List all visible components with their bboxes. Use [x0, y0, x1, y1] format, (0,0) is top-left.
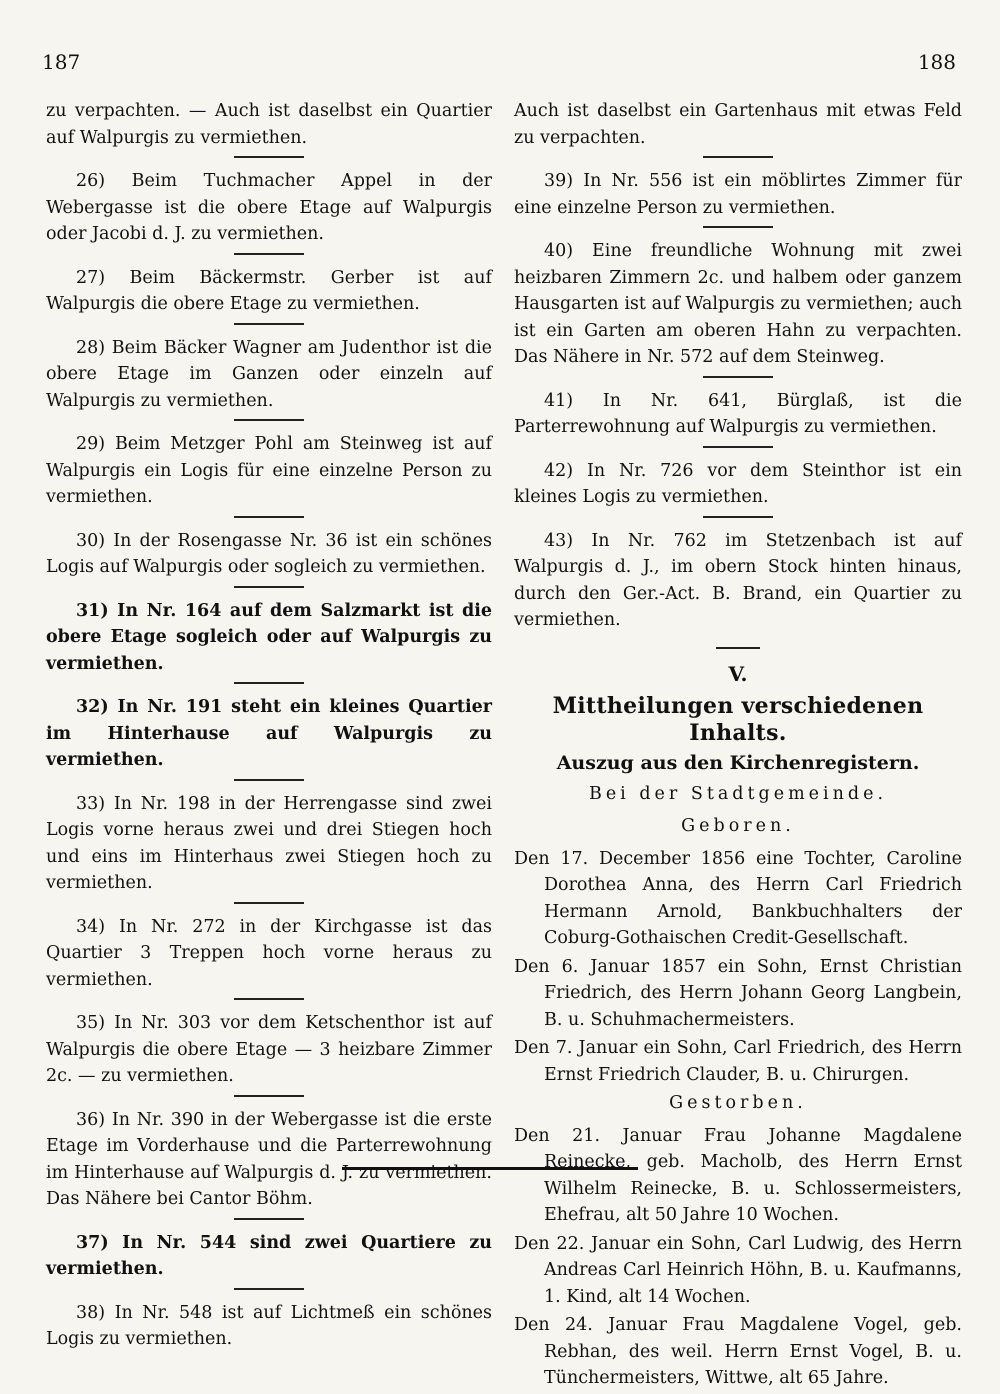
section-number: V. — [728, 661, 748, 686]
died-heading: Gestorben. — [669, 1093, 807, 1113]
register-entry: Den 7. Januar ein Sohn, Carl Friedrich, des Herrn Ernst Friedrich Clauder, B. u. Chirurgen. — [514, 1038, 962, 1085]
notice-entry: 41) In Nr. 641, Bürglaß, ist die Parterrewohnung auf Walpurgis zu vermiethen. — [514, 390, 962, 437]
separator-rule — [234, 586, 304, 588]
notice-entry: 26) Beim Tuchmacher Appel in der Webergasse ist die obere Etage auf Walpurgis oder Jacobi d. J. zu vermiethen. — [46, 171, 492, 244]
separator-rule — [234, 516, 304, 518]
notice-entry: 40) Eine freundliche Wohnung mit zwei heizbaren Zimmern 2c. und halbem oder ganzem Hausgarten ist auf Walpurgis zu vermiethen; auch ist ein Garten am oberen Hahn zu verpachten. Das Nähere in Nr. 572 auf dem Steinweg. — [514, 241, 962, 367]
separator-rule — [234, 253, 304, 255]
separator-rule — [234, 1095, 304, 1097]
born-heading: Geboren. — [681, 816, 795, 836]
separator-rule — [234, 779, 304, 781]
notice-entry: 30) In der Rosengasse Nr. 36 ist ein schönes Logis auf Walpurgis oder sogleich zu vermiethen. — [46, 530, 492, 577]
notice-entry: 38) In Nr. 548 ist auf Lichtmeß ein schönes Logis zu vermiethen. — [46, 1302, 492, 1349]
page-number-right: 188 — [917, 50, 956, 74]
separator-rule — [234, 419, 304, 421]
register-entry: Den 22. Januar ein Sohn, Carl Ludwig, des Herrn Andreas Carl Heinrich Höhn, B. u. Kaufmanns, 1. Kind, alt 14 Wochen. — [514, 1233, 962, 1307]
notice-entry: 27) Beim Bäckermstr. Gerber ist auf Walpurgis die obere Etage zu vermiethen. — [46, 267, 492, 314]
notice-entry: 33) In Nr. 198 in der Herrengasse sind zwei Logis vorne heraus zwei und drei Stiegen hoch und eins im Hinterhaus zwei Stiegen hoch zu vermiethen. — [46, 793, 492, 893]
notice-entry: 37) In Nr. 544 sind zwei Quartiere zu vermiethen. — [46, 1232, 492, 1279]
page-number-left: 187 — [42, 50, 81, 74]
notice-entry: 31) In Nr. 164 auf dem Salzmarkt ist die obere Etage sogleich oder auf Walpurgis zu vermiethen. — [46, 600, 492, 674]
separator-rule — [234, 998, 304, 1000]
notice-entry: 29) Beim Metzger Pohl am Steinweg ist auf Walpurgis ein Logis für eine einzelne Person zu vermiethen. — [46, 434, 492, 507]
separator-rule — [703, 446, 773, 448]
register-entry: Den 21. Januar Frau Johanne Magdalene Reinecke, geb. Macholb, des Herrn Ernst Wilhelm Reinecke, B. u. Schlossermeisters, Ehefrau, alt 50 Jahre 10 Wochen. — [514, 1125, 962, 1225]
register-entry: Den 17. December 1856 eine Tochter, Caroline Dorothea Anna, des Herrn Carl Friedrich Hermann Arnold, Bankbuchhalters der Coburg-Gothaischen Credit-Gesellschaft. — [514, 848, 962, 948]
separator-rule — [703, 156, 773, 158]
separator-rule — [234, 1218, 304, 1220]
left-column — [46, 98, 492, 1366]
notice-entry: 39) In Nr. 556 ist ein möblirtes Zimmer für eine einzelne Person zu vermiethen. — [514, 171, 962, 218]
separator-rule — [234, 1288, 304, 1290]
separator-rule — [716, 647, 760, 649]
separator-rule — [234, 902, 304, 904]
notice-entry: zu verpachten. — Auch ist daselbst ein Quartier auf Walpurgis zu vermiethen. — [46, 101, 492, 148]
register-entry: Den 24. Januar Frau Magdalene Vogel, geb. Rebhan, des weil. Herrn Ernst Vogel, B. u. Tünchermeisters, Wittwe, alt 65 Jahre. — [514, 1315, 962, 1388]
section-title: Mittheilungen verschiedenen Inhalts. — [552, 693, 924, 746]
separator-rule — [234, 323, 304, 325]
separator-rule — [234, 156, 304, 158]
notice-entry: 43) In Nr. 762 im Stetzenbach ist auf Walpurgis d. J., im obern Stock hinten hinaus, durch den Ger.-Act. B. Brand, ein Quartier zu vermiethen. — [514, 530, 962, 630]
notice-entry: 35) In Nr. 303 vor dem Ketschenthor ist auf Walpurgis die obere Etage — 3 heizbare Zimmer 2c. — zu vermiethen. — [46, 1013, 492, 1086]
separator-rule — [703, 516, 773, 518]
parish-heading: Bei der Stadtgemeinde. — [588, 783, 888, 804]
separator-rule — [703, 226, 773, 228]
notice-entry: 42) In Nr. 726 vor dem Steinthor ist ein kleines Logis zu vermiethen. — [514, 460, 962, 507]
right-column — [514, 98, 962, 1394]
bottom-rule — [342, 1167, 638, 1170]
notice-entry: 28) Beim Bäcker Wagner am Judenthor ist die obere Etage im Ganzen oder einzeln auf Walpurgis zu vermiethen. — [46, 337, 492, 411]
notice-entry: Auch ist daselbst ein Gartenhaus mit etwas Feld zu verpachten. — [514, 101, 962, 148]
separator-rule — [703, 376, 773, 378]
register-entry: Den 6. Januar 1857 ein Sohn, Ernst Christian Friedrich, des Herrn Johann Georg Langbein, B. u. Schuhmachermeisters. — [514, 956, 962, 1030]
separator-rule — [234, 682, 304, 684]
notice-entry: 32) In Nr. 191 steht ein kleines Quartier im Hinterhause auf Walpurgis zu vermiethen. — [46, 697, 492, 770]
notice-entry: 36) In Nr. 390 in der Webergasse ist die erste Etage im Vorderhause und die Parterrewohnung im Hinterhause auf Walpurgis d. J. zu vermiethen. Das Nähere bei Cantor Böhm. — [46, 1109, 492, 1209]
section-subtitle: Auszug aus den Kirchenregistern. — [556, 752, 920, 774]
notice-entry: 34) In Nr. 272 in der Kirchgasse ist das Quartier 3 Treppen hoch vorne heraus zu vermiethen. — [46, 916, 492, 990]
